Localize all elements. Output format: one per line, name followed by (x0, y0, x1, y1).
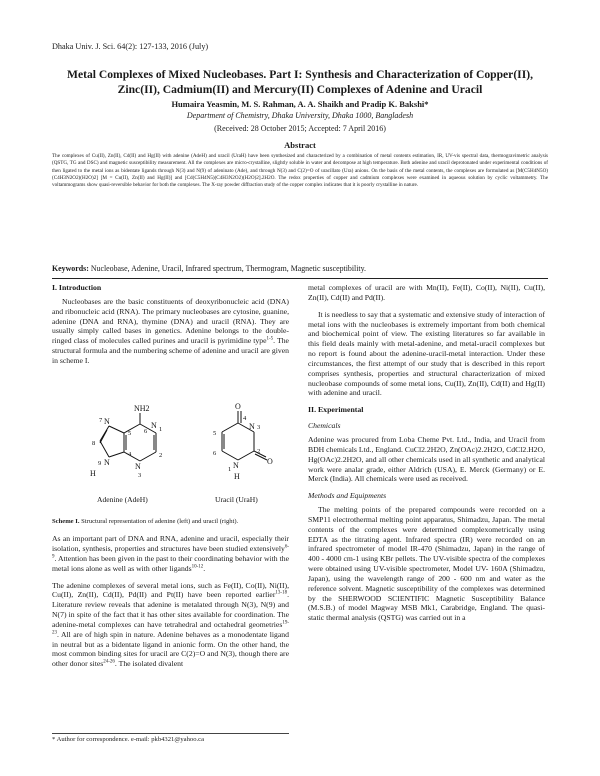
intro-paragraph-2 (52, 534, 289, 573)
intro-p1-text: Nucleobases are the basic constituents of deoxyribonucleic acid (DNA) and ribonucleic acid (RNA). The primary nucleobases are cytosine, guanine, adenine (DNA and RNA), thymine (DNA) and uracil (RNA). They are usually simply called bases in genetics. Adenine belongs to the double-ringed class of molecules called purines and uracil is pyrimidine type (52, 296, 289, 346)
scheme-figure (52, 373, 289, 516)
citation: 10-12 (191, 564, 204, 570)
section-experimental-heading: II. Experimental (308, 405, 364, 415)
adenine-number: 4 (128, 450, 132, 458)
keywords-line (52, 264, 548, 273)
header-divider (52, 278, 548, 279)
paper-title: Metal Complexes of Mixed Nucleobases. Part I: Synthesis and Characterization of Copper(II), Zinc(II), Cadmium(II) and Mercury(II) Complexes of Adenine and Uracil (67, 68, 533, 96)
methods-paragraph: The melting points of the prepared compounds were recorded on a SMP11 electrothermal melting point apparatus, Shimadzu, Japan. The metal contents of the complexes were determined complexometrically using EDTA as the titrating agent. Infrared spectra (IR) were recorded on an infrared spectrometer of model IR-470 (Shimadzu, Japan) in the range of 400 - 4000 cm-1 using KBr pellets. The UV-visible spectra of the complexes were obtained using UV-visible spectrometer, Model UV- 160A (Shimadzu, Japan), using the wavelength range of 200 - 600 nm and water as the reference solvent. Magnetic susceptibility of the complexes was determined by the SHERWOOD SCIENTIFIC Magnetic Susceptibility Balance (M.S.B.) of model Magway MSB Mk1, Carabridge, England. The quasi-static thermal analysis (QSTG) was carried out in a (308, 505, 545, 623)
citation: 1-5 (266, 336, 274, 342)
adenine-number: 8 (92, 439, 96, 447)
adenine-caption: Adenine (AdeH) (97, 494, 148, 504)
uracil-number: 3 (257, 423, 261, 431)
intro-p3-text: . All are of high spin in nature. Adenine behaves as a monodentate ligand in neutral but as a bidentate ligand in anionic form. On the other hand, the most common binding sites for uracil are C(2)=O and N(3), though there are other donor sites (52, 629, 289, 669)
intro-p2-text: . (203, 563, 206, 573)
received-accepted-dates: (Received: 28 October 2015; Accepted: 7 April 2016) (214, 124, 386, 133)
uracil-number: 2 (257, 447, 261, 455)
uracil-o4: O (235, 401, 241, 411)
adenine-nh2-label: NH2 (134, 403, 150, 413)
adenine-number: 2 (159, 451, 163, 459)
uracil-h: H (234, 471, 240, 481)
left-column (52, 283, 289, 676)
correspondence-footnote: * Author for correspondence. e-mail: pkb4321@yahoo.ca (52, 733, 289, 743)
adenine-number: 7 (99, 416, 103, 424)
right-column (308, 283, 545, 630)
citation: 19-23 (52, 620, 289, 636)
uracil-number: 5 (213, 429, 217, 437)
abstract-heading: Abstract (284, 140, 316, 150)
scheme-caption (52, 518, 289, 526)
intro-paragraph-1 (52, 297, 289, 366)
section-introduction-heading: I. Introduction (52, 283, 102, 292)
intro-p3-text: . The isolated divalent (114, 659, 184, 669)
adenine-number: 1 (159, 425, 163, 433)
uracil-o2: O (267, 456, 273, 466)
citation: 13-18 (275, 590, 288, 596)
intro-p3-text: . Literature review reveals that adenine is metalated through N(3), N(9) and N(7) in spite of the fact that it has other sites available for coordination. The adenine-metal complexes can have tetrahedral and octahedral geometries (52, 590, 289, 629)
affiliation: Department of Chemistry, Dhaka University, Dhaka 1000, Bangladesh (186, 111, 414, 120)
right-paragraph-2: It is needless to say that a systematic and extensive study of interaction of metal ions with the nucleobases is extremely important from both chemical and biochemical point of view. The existing literatures so far available in this field deals mainly with metal-adenine, and metal-uracil complexes but no report is found about the adenine-uracil-metal interaction. Under these circumstances, the first attempt of our study that is described in this report comprises synthesis, properties and structural characterization of mixed nucleobase compounds of some metal ions, Cu(II), Zn(II), Cd(II) and Hg(II) with adenine and uracil. (308, 309, 545, 398)
adenine-h: H (90, 468, 96, 478)
adenine-number: 6 (144, 427, 148, 435)
adenine-n3: N (135, 461, 141, 471)
intro-p3-text: The adenine complexes of several metal ions, such as Fe(II), Co(II), Ni(II), Cu(II), Zn(II), Cd(II), Pd(II) and Pt(II) have been reported earlier (52, 580, 289, 600)
author-list: Humaira Yeasmin, M. S. Rahman, A. A. Shaikh and Pradip K. Bakshi* (171, 99, 429, 109)
adenine-number: 9 (98, 459, 102, 467)
chemicals-heading: Chemicals (308, 421, 341, 431)
uracil-n3: N (249, 421, 255, 431)
intro-p2-text: As an important part of DNA and RNA, adenine and uracil, especially their isolation, synthesis, properties and structures have been studied extensively (52, 534, 289, 553)
abstract-text: The complexes of Cu(II), Zn(II), Cd(II) and Hg(II) with adenine (AdeH) and uracil (UraH) have been synthesized and characterized by a combination of metal contents estimation, IR, UV-vis spectral data, thermogravimetric analysis (QSTG, TG and DSC) and magnetic susceptibility measurement. All the complexes are micro-crystalline, slightly soluble in water and decompose at high temperature. Both adenine and uracil deprotonated under experimental conditions of then ligated to the metal ions as bidentate ligands through N(3) and N(9) of adeninato (Ade), and through N(3) and C(2)=O of uracillato (Ura) anions. On the basis of the metal contents, the complexes are formulated as [M(C5H4N5O)(C4H3N2O2)(H2O)2] [M = Cu(II), Zn(II) and Hg(II)] and [Cd(C5H4N5)(C4H3N2O2)(H2O)2].2H2O. The redox properties of copper and cadmium complexes were examined in aqueous solution by cyclic voltammetry. The voltammograms show quasi-reversible behavior for both the complexes. The X-ray powder diffraction study of the copper complex indicates that it is poorly crystalline in nature. (52, 153, 548, 189)
intro-p1-end: . The structural formula and the numbering scheme of adenine and uracil are given in scheme I. (52, 336, 289, 365)
scheme-structures (52, 373, 289, 516)
citation: 6-9 (52, 544, 289, 560)
adenine-number: 5 (128, 429, 132, 437)
uracil-n1: N (233, 460, 239, 470)
adenine-n7: N (104, 416, 110, 426)
citation: 24-26 (103, 659, 115, 665)
caption-text: Structural representation of adenine (left) and uracil (right). (81, 517, 239, 525)
caption-label: Scheme I. (52, 517, 80, 525)
intro-paragraph-3 (52, 581, 289, 670)
keywords-label: Keywords: (52, 264, 89, 273)
keywords-list: Nucleobase, Adenine, Uracil, Infrared spectrum, Thermogram, Magnetic susceptibility. (90, 264, 367, 273)
intro-p2-text: . Attention has been given in the past to their coordinating behavior with the metal ions alone as well as with other ligands (52, 553, 289, 573)
adenine-n1: N (151, 420, 157, 430)
uracil-number: 6 (213, 449, 217, 457)
chemicals-paragraph: Adenine was procured from Loba Cheme Pvt. Ltd., India, and Uracil from BDH chemicals Ltd., England. CuCl2.2H2O, Zn(OAc)2.2H2O, CdCl2.H2O, Hg(OAc)2.2H2O, and all other chemicals used in all synthetic and analytical work were analar grade, either Aldrich (USA), E. Merck (Germany) or E. Merck (India). All chemicals were used as received. (308, 434, 545, 484)
adenine-number: 3 (138, 471, 142, 479)
uracil-number: 1 (228, 465, 232, 473)
journal-citation: Dhaka Univ. J. Sci. 64(2): 127-133, 2016 (July) (52, 42, 209, 51)
methods-heading: Methods and Equipments (308, 491, 387, 501)
uracil-number: 4 (243, 414, 247, 422)
right-paragraph-1: metal complexes of uracil are with Mn(II), Fe(II), Co(II), Ni(II), Cu(II), Zn(II), Cd(II) and Pd(II). (308, 283, 545, 302)
uracil-caption: Uracil (UraH) (215, 494, 258, 504)
adenine-n9: N (104, 457, 110, 467)
